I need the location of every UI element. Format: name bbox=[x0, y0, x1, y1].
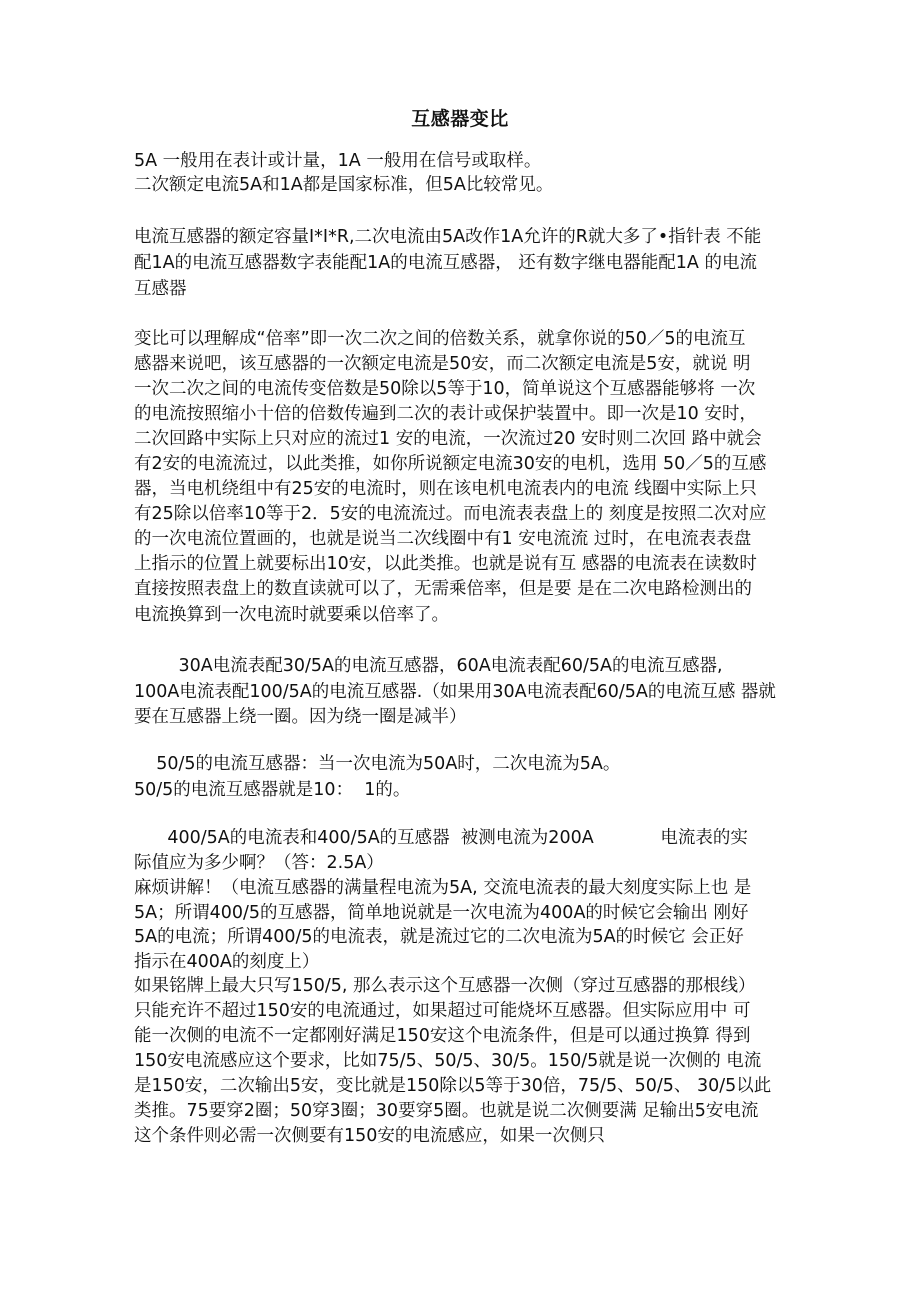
text-line: 要在互感器上绕一圈。因为绕一圈是减半） bbox=[134, 707, 467, 727]
text-line: 150安电流感应这个要求，比如75/5、50/5、30/5。150/5就是说一次侧的 电流 bbox=[134, 1051, 762, 1071]
text-line: 5A的电流；所谓400/5的电流表，就是流过它的二次电流为5A的时候它 会正好 bbox=[134, 927, 744, 947]
text-line: 5A；所谓400/5的互感器，简单地说就是一次电流为400A的时候它会输出 刚好 bbox=[134, 903, 749, 923]
text-line: 50/5的电流互感器：当一次电流为50A时，二次电流为5A。 bbox=[134, 754, 621, 774]
text-line: 际值应为多少啊？（答：2.5A） bbox=[134, 853, 384, 873]
text-line: 一次二次之间的电流传变倍数是50除以5等于10，简单说这个互感器能够将 一次 bbox=[134, 379, 756, 399]
text-line: 指示在400A的刻度上） bbox=[134, 952, 320, 972]
text-line: 电流互感器的额定容量I*I*R,二次电流由5A改作1A允许的R就大多了•指针表 不能 bbox=[134, 227, 762, 247]
text-line: 二次额定电流5A和1A都是国家标准，但5A比较常见。 bbox=[134, 175, 554, 195]
text-line: 互感器 bbox=[134, 279, 187, 299]
text-line: 400/5A的电流表和400/5A的互感器 被测电流为200A 电流表的实 bbox=[134, 828, 748, 848]
text-line: 的一次电流位置画的，也就是说当二次线圈中有1 安电流流 过时，在电流表表盘 bbox=[134, 529, 752, 549]
text-line: 类推。75要穿2圈；50穿3圈；30要穿5圈。也就是说二次侧要满 足输出5安电流 bbox=[134, 1101, 759, 1121]
text-line: 这个条件则必需一次侧要有150安的电流感应，如果一次侧只 bbox=[134, 1126, 605, 1146]
text-line: 电流换算到一次电流时就要乘以倍率了。 bbox=[134, 605, 449, 625]
text-line: 麻烦讲解！（电流互感器的满量程电流为5A, 交流电流表的最大刻度实际上也 是 bbox=[134, 878, 752, 898]
text-line: 变比可以理解成“倍率”即一次二次之间的倍数关系，就拿你说的50／5的电流互 bbox=[134, 329, 746, 349]
text-line: 感器来说吧，该互感器的一次额定电流是50安，而二次额定电流是5安，就说 明 bbox=[134, 354, 751, 374]
text-line: 配1A的电流互感器数字表能配1A的电流互感器， 还有数字继电器能配1A 的电流 bbox=[134, 253, 757, 273]
text-line: 30A电流表配30/5A的电流互感器，60A电流表配60/5A的电流互感器, bbox=[134, 656, 723, 676]
text-line: 上指示的位置上就要标出10安，以此类推。也就是说有互 感器的电流表在读数时 bbox=[134, 554, 757, 574]
text-line: 50/5的电流互感器就是10： 1的。 bbox=[134, 780, 411, 800]
text-line: 只能充许不超过150安的电流通过，如果超过可能烧坏互感器。但实际应用中 可 bbox=[134, 1001, 751, 1021]
text-line: 5A 一般用在表计或计量，1A 一般用在信号或取样。 bbox=[134, 151, 542, 171]
text-line: 二次回路中实际上只对应的流过1 安的电流，一次流过20 安时则二次回 路中就会 bbox=[134, 429, 762, 449]
text-line: 有25除以倍率10等于2．5安的电流流过。而电流表表盘上的 刻度是按照二次对应 bbox=[134, 504, 767, 524]
document-title: 互感器变比 bbox=[411, 108, 509, 130]
text-line: 直接按照表盘上的数直读就可以了，无需乘倍率，但是要 是在二次电路检测出的 bbox=[134, 579, 753, 599]
text-line: 是150安，二次输出5安，变比就是150除以5等于30倍，75/5、50/5、 30/5以此 bbox=[134, 1076, 772, 1096]
text-line: 的电流按照缩小十倍的倍数传遍到二次的表计或保护装置中。即一次是10 安时， bbox=[134, 404, 757, 424]
text-line: 如果铭牌上最大只写150/5, 那么表示这个互感器一次侧（穿过互感器的那根线） bbox=[134, 976, 756, 996]
text-line: 能一次侧的电流不一定都刚好满足150安这个电流条件，但是可以通过换算 得到 bbox=[134, 1026, 751, 1046]
text-line: 器，当电机绕组中有25安的电流时，则在该电机电流表内的电流 线圈中实际上只 bbox=[134, 479, 757, 499]
text-line: 100A电流表配100/5A的电流互感器.（如果用30A电流表配60/5A的电流互感 器就 bbox=[134, 682, 776, 702]
text-line: 有2安的电流流过，以此类推，如你所说额定电流30安的电机，选用 50／5的互感 bbox=[134, 454, 767, 474]
